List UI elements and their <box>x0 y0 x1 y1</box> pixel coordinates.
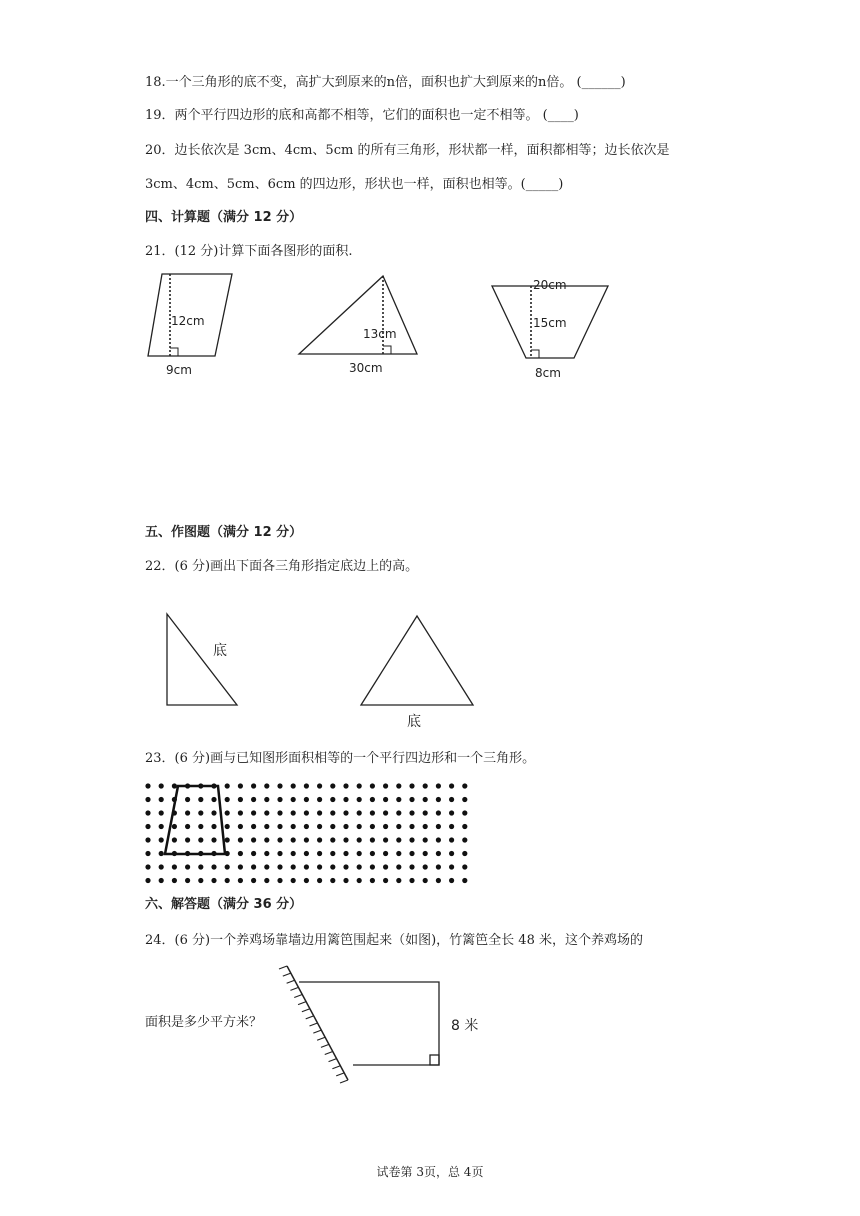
grid-dot <box>462 837 467 842</box>
grid-dot <box>317 824 322 829</box>
grid-dot <box>317 797 322 802</box>
grid-dot <box>383 851 388 856</box>
grid-dot <box>343 878 348 883</box>
grid-dot <box>159 864 164 869</box>
grid-dot <box>396 810 401 815</box>
grid-dot <box>370 837 375 842</box>
grid-dot <box>423 824 428 829</box>
grid-dot <box>251 797 256 802</box>
grid-dot <box>198 864 203 869</box>
grid-dot <box>383 810 388 815</box>
grid-dot <box>185 797 190 802</box>
grid-dot <box>304 783 309 788</box>
grid-dot <box>449 797 454 802</box>
grid-dot <box>251 783 256 788</box>
grid-dot <box>396 797 401 802</box>
grid-dot <box>159 878 164 883</box>
grid-dot <box>370 878 375 883</box>
grid-dot <box>211 864 216 869</box>
parallelogram-figure <box>140 270 250 380</box>
grid-dot <box>449 851 454 856</box>
grid-dot <box>330 864 335 869</box>
grid-dot <box>409 864 414 869</box>
grid-dot <box>462 851 467 856</box>
grid-dot <box>357 837 362 842</box>
grid-dot <box>409 878 414 883</box>
grid-dot <box>264 851 269 856</box>
grid-dot <box>330 851 335 856</box>
grid-dot <box>396 783 401 788</box>
grid-dot <box>396 864 401 869</box>
question-22: 22．(6 分)画出下面各三角形指定底边上的高。 <box>145 559 419 574</box>
grid-dot <box>172 878 177 883</box>
grid-dot <box>211 797 216 802</box>
grid-dot <box>343 824 348 829</box>
grid-dot <box>185 864 190 869</box>
grid-dot <box>159 824 164 829</box>
fence-height-label: 8 米 <box>451 1018 479 1034</box>
grid-dot <box>304 810 309 815</box>
grid-dot <box>436 810 441 815</box>
grid-dot <box>436 783 441 788</box>
grid-dot <box>159 783 164 788</box>
trapezoid-top-label: 20cm <box>533 278 567 292</box>
grid-dot <box>264 824 269 829</box>
question-21: 21．(12 分)计算下面各图形的面积. <box>145 244 353 259</box>
grid-dot <box>436 797 441 802</box>
grid-dot <box>264 878 269 883</box>
grid-dot <box>198 797 203 802</box>
triangle-height-label: 13cm <box>363 327 397 341</box>
grid-dot <box>145 824 150 829</box>
grid-dot <box>225 797 230 802</box>
grid-dot <box>198 824 203 829</box>
question-24-line-1: 24．(6 分)一个养鸡场靠墙边用篱笆围起来（如图)，竹篱笆全长 48 米，这个养鸡场的 <box>145 933 643 948</box>
grid-dot <box>383 837 388 842</box>
grid-dot <box>238 824 243 829</box>
grid-dot <box>357 783 362 788</box>
grid-dot <box>449 878 454 883</box>
grid-dot <box>185 837 190 842</box>
grid-dot <box>264 837 269 842</box>
wall-hatch-mark <box>310 1023 318 1026</box>
grid-dot <box>291 837 296 842</box>
grid-dot <box>185 824 190 829</box>
chicken-farm-figure <box>275 962 495 1087</box>
grid-dot <box>211 837 216 842</box>
grid-dot <box>330 810 335 815</box>
grid-dot <box>159 837 164 842</box>
grid-dot <box>225 810 230 815</box>
grid-dot <box>225 783 230 788</box>
grid-dot <box>238 810 243 815</box>
grid-dot <box>370 851 375 856</box>
grid-dot <box>449 824 454 829</box>
grid-dot <box>251 837 256 842</box>
grid-dot <box>357 878 362 883</box>
grid-dot <box>423 864 428 869</box>
grid-dot <box>198 837 203 842</box>
grid-dot <box>462 878 467 883</box>
grid-dot <box>409 851 414 856</box>
grid-dot <box>423 797 428 802</box>
grid-dot <box>145 864 150 869</box>
grid-dot <box>357 851 362 856</box>
grid-dot <box>159 797 164 802</box>
grid-dot <box>317 864 322 869</box>
wall-hatch-mark <box>279 966 287 969</box>
grid-dot <box>370 797 375 802</box>
grid-dot <box>449 837 454 842</box>
grid-dot <box>462 783 467 788</box>
grid-dot <box>172 824 177 829</box>
grid-dot <box>291 878 296 883</box>
grid-dot <box>291 851 296 856</box>
grid-dot <box>330 797 335 802</box>
grid-dot <box>264 810 269 815</box>
grid-dot <box>383 864 388 869</box>
grid-dot <box>238 878 243 883</box>
grid-dot <box>436 851 441 856</box>
grid-dot <box>343 864 348 869</box>
grid-dot <box>304 878 309 883</box>
grid-dot <box>317 783 322 788</box>
page-footer: 试卷第 3页，总 4页 <box>376 1165 484 1179</box>
grid-dot <box>211 810 216 815</box>
trapezoid-bottom-label: 8cm <box>535 366 561 380</box>
grid-dot <box>330 824 335 829</box>
grid-dot <box>277 810 282 815</box>
grid-dot <box>317 810 322 815</box>
grid-dot <box>317 851 322 856</box>
wall-hatch-mark <box>329 1059 337 1062</box>
grid-dot <box>264 783 269 788</box>
grid-dot <box>462 810 467 815</box>
grid-dot <box>277 824 282 829</box>
grid-dot <box>383 797 388 802</box>
parallelogram-base-label: 9cm <box>166 363 192 377</box>
grid-dot <box>423 810 428 815</box>
grid-dot <box>277 797 282 802</box>
grid-dot <box>409 797 414 802</box>
grid-dot <box>423 837 428 842</box>
triangle-figure <box>295 272 425 382</box>
grid-dot <box>145 783 150 788</box>
triangle-base-label: 30cm <box>349 361 383 375</box>
grid-dot <box>317 837 322 842</box>
grid-dot <box>423 851 428 856</box>
grid-dot <box>317 878 322 883</box>
grid-dot <box>343 783 348 788</box>
dot-grid <box>140 778 490 890</box>
grid-dot <box>251 810 256 815</box>
grid-dot <box>330 837 335 842</box>
grid-dot <box>449 783 454 788</box>
grid-dot <box>264 797 269 802</box>
grid-dot <box>396 878 401 883</box>
grid-dot <box>145 810 150 815</box>
grid-dot <box>462 864 467 869</box>
grid-dot <box>185 878 190 883</box>
grid-dot <box>251 824 256 829</box>
grid-dot <box>343 851 348 856</box>
grid-dot <box>343 837 348 842</box>
grid-dot <box>172 783 177 788</box>
wall-hatch-mark <box>332 1066 340 1069</box>
wall-hatch-mark <box>306 1016 314 1019</box>
grid-dot <box>304 864 309 869</box>
grid-dot <box>409 824 414 829</box>
question-18: 18.一个三角形的底不变，高扩大到原来的n倍，面积也扩大到原来的n倍。 (______) <box>145 75 626 90</box>
grid-dot <box>343 810 348 815</box>
grid-dot <box>277 864 282 869</box>
grid-dot <box>291 810 296 815</box>
trapezoid-figure <box>488 276 618 386</box>
grid-dot <box>277 837 282 842</box>
grid-dot <box>436 837 441 842</box>
grid-dot <box>370 783 375 788</box>
grid-dot <box>409 837 414 842</box>
wall-hatch-mark <box>294 995 302 998</box>
grid-dot <box>251 864 256 869</box>
grid-dot <box>304 837 309 842</box>
grid-dot <box>370 810 375 815</box>
grid-dot <box>357 864 362 869</box>
grid-dot <box>145 851 150 856</box>
grid-dot <box>225 837 230 842</box>
grid-dot <box>396 851 401 856</box>
grid-dot <box>251 851 256 856</box>
grid-dot <box>291 783 296 788</box>
grid-dot <box>238 851 243 856</box>
grid-dot <box>330 783 335 788</box>
grid-dot <box>238 783 243 788</box>
grid-dot <box>159 851 164 856</box>
grid-dot <box>343 797 348 802</box>
grid-dot <box>383 878 388 883</box>
grid-dot <box>304 824 309 829</box>
grid-dot <box>304 797 309 802</box>
grid-dot <box>449 864 454 869</box>
trapezoid-height-label: 15cm <box>533 316 567 330</box>
grid-dot <box>436 878 441 883</box>
grid-dot <box>211 878 216 883</box>
grid-dot <box>145 878 150 883</box>
grid-dot <box>370 824 375 829</box>
grid-dot <box>145 837 150 842</box>
grid-dot <box>145 797 150 802</box>
grid-dot <box>291 824 296 829</box>
question-20-line-2: 3cm、4cm、5cm、6cm 的四边形，形状也一样，面积也相等。(_____) <box>145 177 564 192</box>
wall-hatch-mark <box>340 1080 348 1083</box>
grid-dot <box>291 797 296 802</box>
base-label-acute-triangle: 底 <box>407 714 421 730</box>
grid-dot <box>370 864 375 869</box>
grid-dot <box>409 810 414 815</box>
grid-dot <box>238 837 243 842</box>
wall-hatch-mark <box>317 1037 325 1040</box>
wall-hatch-mark <box>321 1044 329 1047</box>
grid-dot <box>423 878 428 883</box>
grid-dot <box>436 824 441 829</box>
grid-dot <box>277 783 282 788</box>
grid-dot <box>383 783 388 788</box>
parallelogram-height-label: 12cm <box>171 314 205 328</box>
grid-dot <box>357 797 362 802</box>
section-4-title: 四、计算题（满分 12 分） <box>145 210 303 225</box>
grid-dot <box>462 824 467 829</box>
grid-dot <box>357 810 362 815</box>
wall-hatch-mark <box>302 1009 310 1012</box>
wall-hatch-mark <box>290 987 298 990</box>
grid-dot <box>225 824 230 829</box>
grid-dot <box>225 878 230 883</box>
grid-dot <box>198 810 203 815</box>
grid-dot <box>225 864 230 869</box>
grid-dot <box>409 783 414 788</box>
grid-dot <box>211 824 216 829</box>
grid-dot <box>357 824 362 829</box>
base-label-right-triangle: 底 <box>213 643 227 659</box>
grid-dot <box>330 878 335 883</box>
grid-dot <box>159 810 164 815</box>
grid-dot <box>277 878 282 883</box>
grid-dot <box>185 810 190 815</box>
section-5-title: 五、作图题（满分 12 分） <box>145 525 303 540</box>
grid-dot <box>423 783 428 788</box>
grid-dot <box>436 864 441 869</box>
wall-hatch-mark <box>283 973 291 976</box>
wall-hatch-mark <box>298 1002 306 1005</box>
grid-dot <box>396 837 401 842</box>
question-24-line-2: 面积是多少平方米？ <box>145 1015 263 1030</box>
grid-dot <box>238 864 243 869</box>
wall-hatch-mark <box>325 1052 333 1055</box>
grid-dot <box>449 810 454 815</box>
question-19: 19．两个平行四边形的底和高都不相等，它们的面积也一定不相等。 (____) <box>145 108 579 123</box>
grid-dot <box>251 878 256 883</box>
wall-hatch-mark <box>287 980 295 983</box>
grid-dot <box>172 837 177 842</box>
section-6-title: 六、解答题（满分 36 分） <box>145 897 303 912</box>
grid-dot <box>264 864 269 869</box>
grid-dot <box>291 864 296 869</box>
grid-dot <box>304 851 309 856</box>
question-20-line-1: 20．边长依次是 3cm、4cm、5cm 的所有三角形，形状都一样，面积都相等；边长依次是 <box>145 143 670 158</box>
wall-hatch-mark <box>336 1073 344 1076</box>
question-23: 23．(6 分)画与已知图形面积相等的一个平行四边形和一个三角形。 <box>145 751 536 766</box>
grid-dot <box>172 864 177 869</box>
acute-triangle-figure <box>355 610 485 735</box>
wall-hatch-mark <box>313 1030 321 1033</box>
grid-dot <box>462 797 467 802</box>
grid-dot <box>396 824 401 829</box>
grid-dot <box>277 851 282 856</box>
right-triangle-figure <box>160 610 270 720</box>
grid-dot <box>198 878 203 883</box>
grid-dot <box>383 824 388 829</box>
grid-dot <box>238 797 243 802</box>
